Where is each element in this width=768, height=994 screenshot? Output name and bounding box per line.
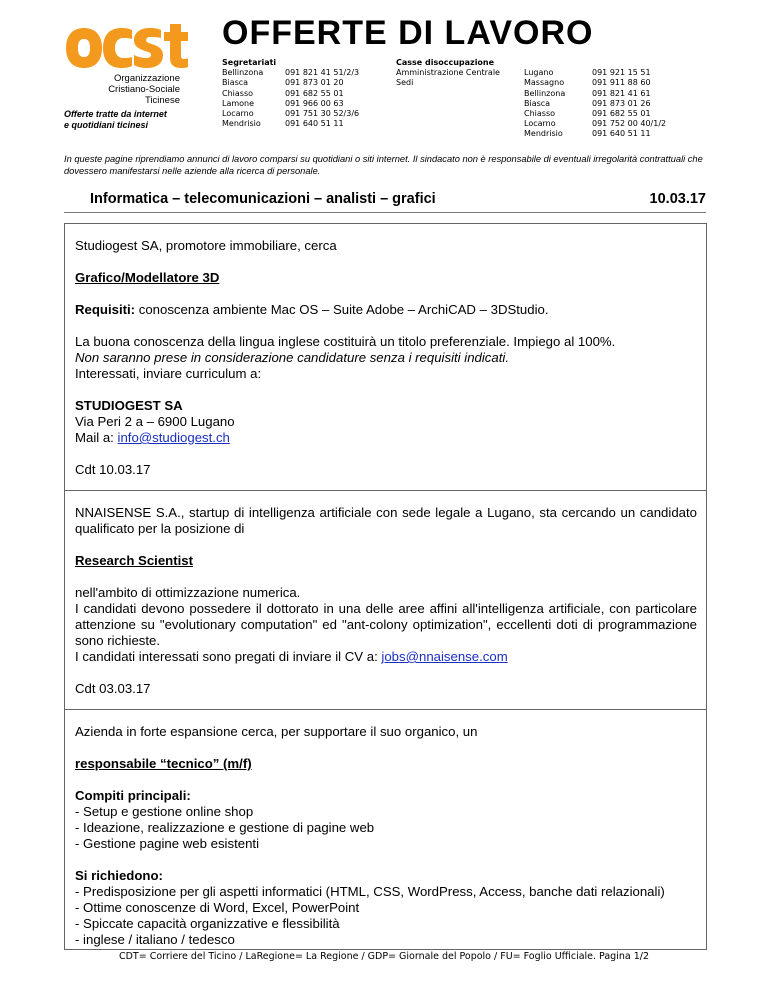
mail-label: Mail a: <box>75 430 118 445</box>
ocst-logo <box>66 24 188 72</box>
requirements-text: conoscenza ambiente Mac OS – Suite Adobe – ArchiCAD – 3DStudio. <box>135 302 549 317</box>
secretariats-places <box>222 58 276 129</box>
job-listings <box>64 223 707 950</box>
disclaimer: In queste pagine riprendiamo annunci di lavoro comparsi su quotidiani o siti internet. Il sindacato non è responsabile di eventuali irregolarità contrattuali che dovessero manifestarsi nelle aziende alla ricerca di personale. <box>64 154 703 176</box>
company-address: Via Peri 2 a – 6900 Lugano <box>75 414 235 429</box>
office: Amministrazione Centrale <box>396 68 500 78</box>
place: Lamone <box>222 98 255 108</box>
job-listing <box>65 224 706 491</box>
phone: 091 966 00 63 <box>285 98 344 108</box>
organization-name <box>82 73 180 106</box>
place: Locarno <box>222 109 254 119</box>
job-apply <box>75 649 697 665</box>
job-role: Research Scientist <box>75 553 194 568</box>
job-listing <box>65 491 706 710</box>
phone: 091 821 41 61 <box>592 88 651 98</box>
place: Chiasso <box>222 88 254 98</box>
source-note <box>64 109 167 131</box>
task-item: - Gestione pagine web esistenti <box>75 836 260 851</box>
place: Mendrisio <box>222 119 261 129</box>
org-line: Ticinese <box>144 95 180 106</box>
source-note-line: Offerte tratte da internet <box>64 109 167 119</box>
unemployment-places <box>524 58 565 140</box>
requirement-item: - inglese / italiano / tedesco <box>75 932 235 947</box>
phone: 091 640 51 11 <box>285 119 344 129</box>
place: Lugano <box>524 68 554 78</box>
requirements-label: Requisiti: <box>75 302 136 317</box>
company-mail <box>75 430 697 446</box>
phone: 091 873 01 20 <box>285 78 344 88</box>
task-item: - Ideazione, realizzazione e gestione di pagine web <box>75 820 375 835</box>
phone: 091 752 00 40/1/2 <box>592 119 667 129</box>
org-line: Organizzazione <box>113 73 180 84</box>
phone: 091 821 41 51/2/3 <box>285 68 360 78</box>
job-text: Interessati, inviare curriculum a: <box>75 366 262 381</box>
job-text: nell'ambito di ottimizzazione numerica. <box>75 585 301 600</box>
place: Bellinzona <box>222 68 264 78</box>
requirements-heading: Si richiedono: <box>75 868 163 883</box>
task-item: - Setup e gestione online shop <box>75 804 254 819</box>
source-note-line: e quotidiani ticinesi <box>64 120 149 130</box>
job-intro: Studiogest SA, promotore immobiliare, cerca <box>75 238 337 253</box>
job-intro: NNAISENSE S.A., startup di intelligenza artificiale con sede legale a Lugano, sta cercando un candidato qualificato per la posizione di <box>75 505 697 536</box>
section-date: 10.03.17 <box>649 191 706 207</box>
phone: 091 921 15 51 <box>592 68 651 78</box>
job-source: Cdt 03.03.17 <box>75 681 151 696</box>
place: Biasca <box>524 98 551 108</box>
place: Massagno <box>524 78 565 88</box>
phone: 091 751 30 52/3/6 <box>285 109 360 119</box>
page-title: OFFERTE DI LAVORO <box>222 14 594 52</box>
secretariats-heading: Segretariati <box>222 58 277 67</box>
job-text: La buona conoscenza della lingua inglese costituirà un titolo preferenziale. Impiego al 100%. <box>75 334 616 349</box>
phone: 091 911 88 60 <box>592 78 651 88</box>
email-link[interactable]: jobs@nnaisense.com <box>381 649 508 664</box>
place: Chiasso <box>524 109 556 119</box>
apply-text: I candidati interessati sono pregati di inviare il CV a: <box>75 649 382 664</box>
phone: 091 640 51 11 <box>592 129 651 139</box>
email-link[interactable]: info@studiogest.ch <box>117 430 230 445</box>
section-header <box>64 190 706 213</box>
job-role: responsabile “tecnico” (m/f) <box>75 756 252 771</box>
office: Sedi <box>396 78 414 88</box>
job-text: Non saranno prese in considerazione candidature senza i requisiti indicati. <box>75 350 509 365</box>
job-source: Cdt 10.03.17 <box>75 462 151 477</box>
requirement-item: - Ottime conoscenze di Word, Excel, PowerPoint <box>75 900 360 915</box>
secretariats-phones <box>285 58 359 129</box>
section-title: Informatica – telecomunicazioni – analisti – grafici <box>90 191 436 207</box>
phone: 091 682 55 01 <box>285 88 344 98</box>
job-role: Grafico/Modellatore 3D <box>75 270 220 285</box>
tasks-heading: Compiti principali: <box>75 788 191 803</box>
place: Bellinzona <box>524 88 566 98</box>
unemployment-heading: Casse disoccupazione <box>396 58 495 67</box>
phone: 091 682 55 01 <box>592 109 651 119</box>
job-intro: Azienda in forte espansione cerca, per supportare il suo organico, un <box>75 724 478 739</box>
unemployment-phones <box>592 58 666 140</box>
place: Mendrisio <box>524 129 563 139</box>
place: Locarno <box>524 119 556 129</box>
unemployment-offices <box>396 58 500 89</box>
page-footer: CDT= Corriere del Ticino / LaRegione= La Regione / GDP= Giornale del Popolo / FU= Foglio Ufficiale. Pagina 1/2 <box>118 951 649 962</box>
job-listing <box>65 710 706 950</box>
requirement-item: - Spiccate capacità organizzative e flessibilità <box>75 916 340 931</box>
org-line: Cristiano-Sociale <box>108 84 180 95</box>
job-requirements <box>75 302 697 318</box>
requirement-item: - Predisposizione per gli aspetti informatici (HTML, CSS, WordPress, Access, banche dati relazionali) <box>75 884 665 899</box>
company-name: STUDIOGEST SA <box>75 398 183 413</box>
place: Biasca <box>222 78 249 88</box>
job-text: I candidati devono possedere il dottorato in una delle aree affini all'intelligenza artificiale, con particolare attenzione su "evolutionary computation" ed "ant-colony optimization", eccellenti doti di programmazione sono richieste. <box>75 601 697 648</box>
phone: 091 873 01 26 <box>592 98 651 108</box>
